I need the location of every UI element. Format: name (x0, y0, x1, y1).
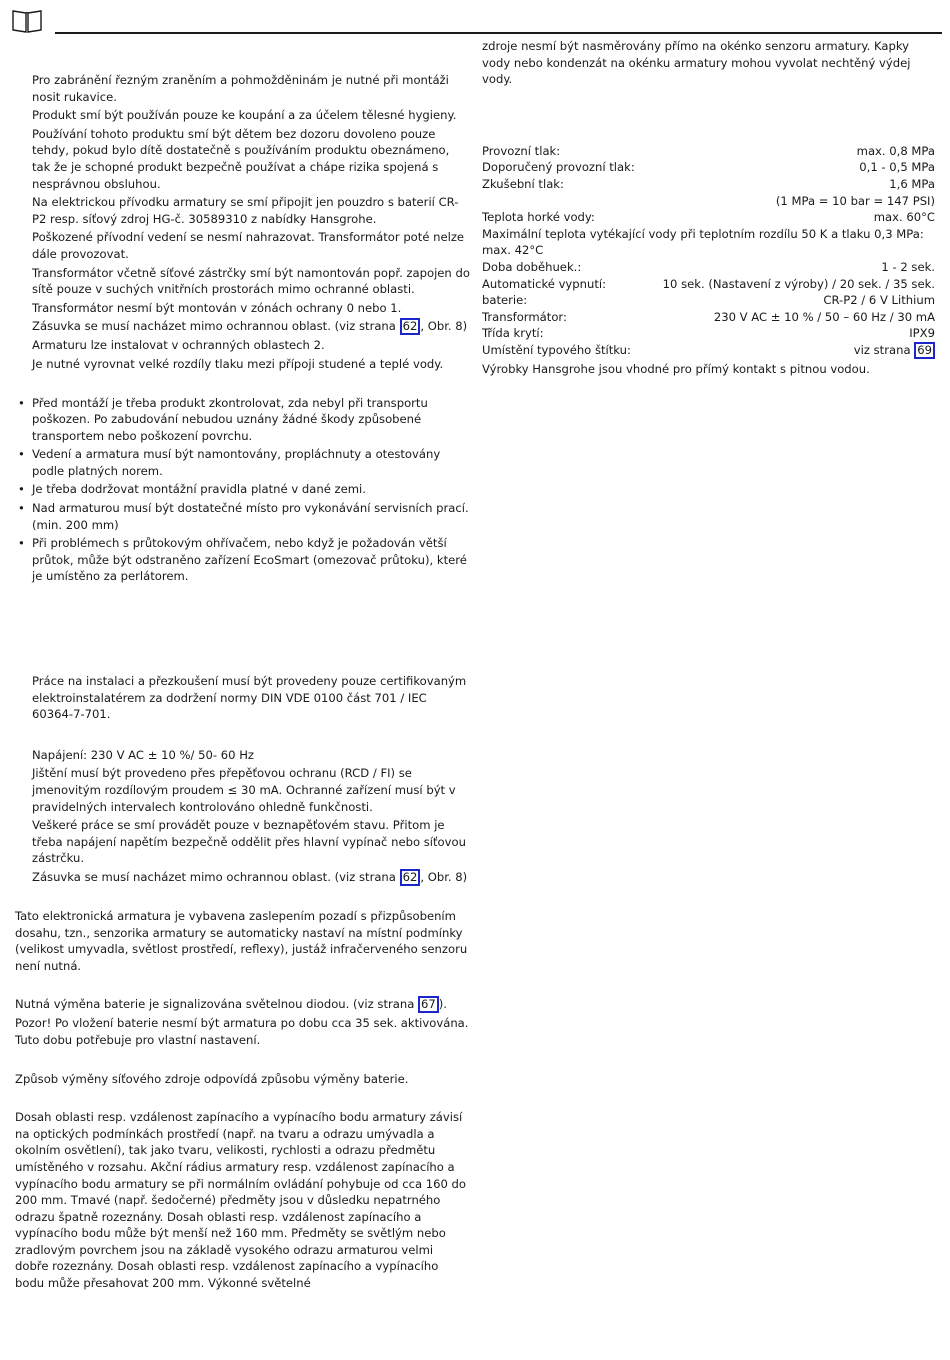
safety-text: Produkt smí být používán pouze ke koupání a za účelem tělesné hygieny. (32, 108, 457, 123)
technical-data (482, 143, 935, 378)
spec-row: Teplota horké vody: max. 60°C (482, 210, 935, 225)
supply-section (15, 747, 470, 886)
spec-row: Zkušební tlak: 1,6 MPa (482, 176, 935, 191)
pressure-conversion: (1 MPa = 10 bar = 147 PSI) (775, 193, 935, 208)
battery-note: Nutná výměna baterie je signalizována světelnou diodou. (viz strana 67 ). (15, 997, 447, 1012)
assembly-list (15, 395, 470, 586)
safety-text: Pro zabránění řezným zraněním a pohmožděninám je nutné při montáži nosit rukavice. (32, 73, 449, 104)
max-temp-row: Maximální teplota vytékající vody při teplotním rozdílu 50 K a tlaku 0,3 MPa: max. 42°C (482, 226, 924, 258)
psu-note: Způsob výměny síťového zdroje odpovídá způsobu výměny baterie. (15, 1071, 409, 1086)
list-item: • Vedení a armatura musí být namontovány, propláchnuty a otestovány podle platných norem. (15, 446, 470, 479)
supply-text: Veškeré práce se smí provádět pouze v beznapěťovém stavu. Přitom je třeba napájení napětím bezpečně oddělit přes hlavní vypínač nebo síťovou zástrčku. (32, 818, 466, 866)
list-item: • Před montáží je třeba produkt zkontrolovat, zda nebyl při transportu poškozen. Po zabudování nebudou uznány žádné škody způsobené transportem nebo poškození povrchu. (15, 395, 470, 445)
spec-row: Umístění typového štítku: viz strana 69 (482, 342, 935, 359)
page-link-67[interactable]: 67 (418, 996, 439, 1013)
safety-text: Armaturu lze instalovat v ochranných oblastech 2. (32, 338, 325, 353)
supply-text: Napájení: 230 V AC ± 10 %/ 50- 60 Hz (32, 747, 255, 762)
spec-row: Třída krytí: IPX9 (482, 326, 935, 341)
left-column (15, 72, 470, 1294)
spec-row: Transformátor: 230 V AC ± 10 % / 50 – 60 Hz / 30 mA (482, 309, 935, 324)
battery-warning: Pozor! Po vložení baterie nesmí být armatura po dobu cca 35 sek. aktivována. Tuto dobu potřebuje pro vlastní nastavení. (15, 1016, 469, 1047)
socket-note: Zásuvka se musí nacházet mimo ochrannou oblast. (viz strana 62 , Obr. 8) (32, 319, 468, 334)
electrical-text: Práce na instalaci a přezkoušení musí být provedeny pouze certifikovaným elektroinstalatérem za dodržení normy DIN VDE 0100 část 701 / IEC 60364-7-701. (32, 674, 467, 722)
safety-text: Transformátor nesmí být montován v zónách ochrany 0 nebo 1. (32, 300, 402, 315)
supply-text: Jištění musí být provedeno přes přepěťovou ochranu (RCD / FI) se jmenovitým rozdílovým proudem ≤ 30 mA. Ochranné zařízení musí být v pravidelných intervalech kontrolováno ohledně funkčnosti. (32, 766, 456, 814)
book-icon (11, 8, 43, 34)
spec-row: Doba doběhuek.: 1 - 2 sek. (482, 259, 935, 274)
page-link-69[interactable]: 69 (914, 342, 935, 359)
range-text: Dosah oblasti resp. vzdálenost zapínacího a vypínacího bodu armatury závisí na optických podmínkách prostředí (např. na tvaru a odrazu umývadla a okolním osvětlení), tak jako tvaru, velikosti, rychlosti a odrazu předmětu umístěného v rozsahu. Akční rádius armatury resp. vzdálenost zapínacího a vypínacího bodu armatury se při normálním ovládání pohybuje od cca 160 do 200 mm. Tmavé (např. šedočerné) předměty jsou v důsledku nepatrného odrazu špatně rozeznány. Dosah oblasti resp. vzdálenost zapínacího a vypínacího bodu může být menší než 160 mm. Předměty se světlým nebo zradlovým povrchem jsou na základě vysokého odrazu armaturou velmi dobře rozeznány. Dosah oblasti resp. vzdálenost zapínacího a vypínacího bodu může přesahovat 200 mm. Výkonné světelné (15, 1110, 467, 1291)
drinking-water-note: Výrobky Hansgrohe jsou vhodné pro přímý kontakt s pitnou vodou. (482, 361, 870, 376)
safety-text: Poškozené přívodní vedení se nesmí nahrazovat. Transformátor poté nelze dále provozovat. (32, 230, 465, 261)
spec-row: Automatické vypnutí: 10 sek. (Nastavení z výroby) / 20 sek. / 35 sek. (482, 276, 935, 291)
spec-row: Provozní tlak: max. 0,8 MPa (482, 143, 935, 158)
safety-text: Používání tohoto produktu smí být dětem bez dozoru dovoleno pouze tehdy, pokud bylo dítě dostatečně s používáním produktu obeznámeno, tak že je schopné produkt bezpečně používat a chápe rizika spojená s nesprávnou obsluhou. (32, 126, 450, 191)
sensor-note: zdroje nesmí být nasměrovány přímo na okénko senzoru armatury. Kapky vody nebo kondenzát na okénku armatury mohou vyvolat nechtěný výdej vody. (482, 39, 911, 87)
list-item: • Nad armaturou musí být dostatečné místo pro vykonávání servisních prací. (min. 200 mm) (15, 500, 470, 533)
safety-text: Na elektrickou přívodku armatury se smí připojit jen pouzdro s baterií CR-P2 resp. síťový zdroj HG-č. 30589310 z nabídky Hansgrohe. (32, 195, 459, 226)
socket-note: Zásuvka se musí nacházet mimo ochrannou oblast. (viz strana 62 , Obr. 8) (32, 869, 468, 884)
header-rule (55, 32, 942, 34)
right-column (482, 38, 935, 380)
safety-section (15, 72, 470, 373)
page-link-62[interactable]: 62 (400, 869, 421, 886)
safety-text: Je nutné vyrovnat velké rozdíly tlaku mezi přípoji studené a teplé vody. (32, 356, 444, 371)
page-link-62[interactable]: 62 (400, 318, 421, 335)
list-item: • Při problémech s průtokovým ohřívačem, nebo když je požadován větší průtok, může být odstraněno zařízení EcoSmart (omezovač průtoku), které je umístěno za perlátorem. (15, 535, 470, 585)
spec-row: Doporučený provozní tlak: 0,1 - 0,5 MPa (482, 160, 935, 175)
list-item: • Je třeba dodržovat montážní pravidla platné v dané zemi. (15, 481, 470, 498)
safety-text: Transformátor včetně síťové zástrčky smí být namontován popř. zapojen do sítě pouze v suchých vnitřních prostorách mimo ochranné oblasti. (32, 265, 470, 297)
spec-row: baterie: CR-P2 / 6 V Lithium (482, 293, 935, 308)
description-text: Tato elektronická armatura je vybavena zaslepením pozadí s přizpůsobením dosahu, tzn., senzorika armatury se automaticky nastaví na místní podmínky (velikost umyvadla, světlost prostředí, reflexy), justáž infračerveného senzoru není nutná. (15, 908, 468, 973)
battery-section (15, 996, 470, 1048)
